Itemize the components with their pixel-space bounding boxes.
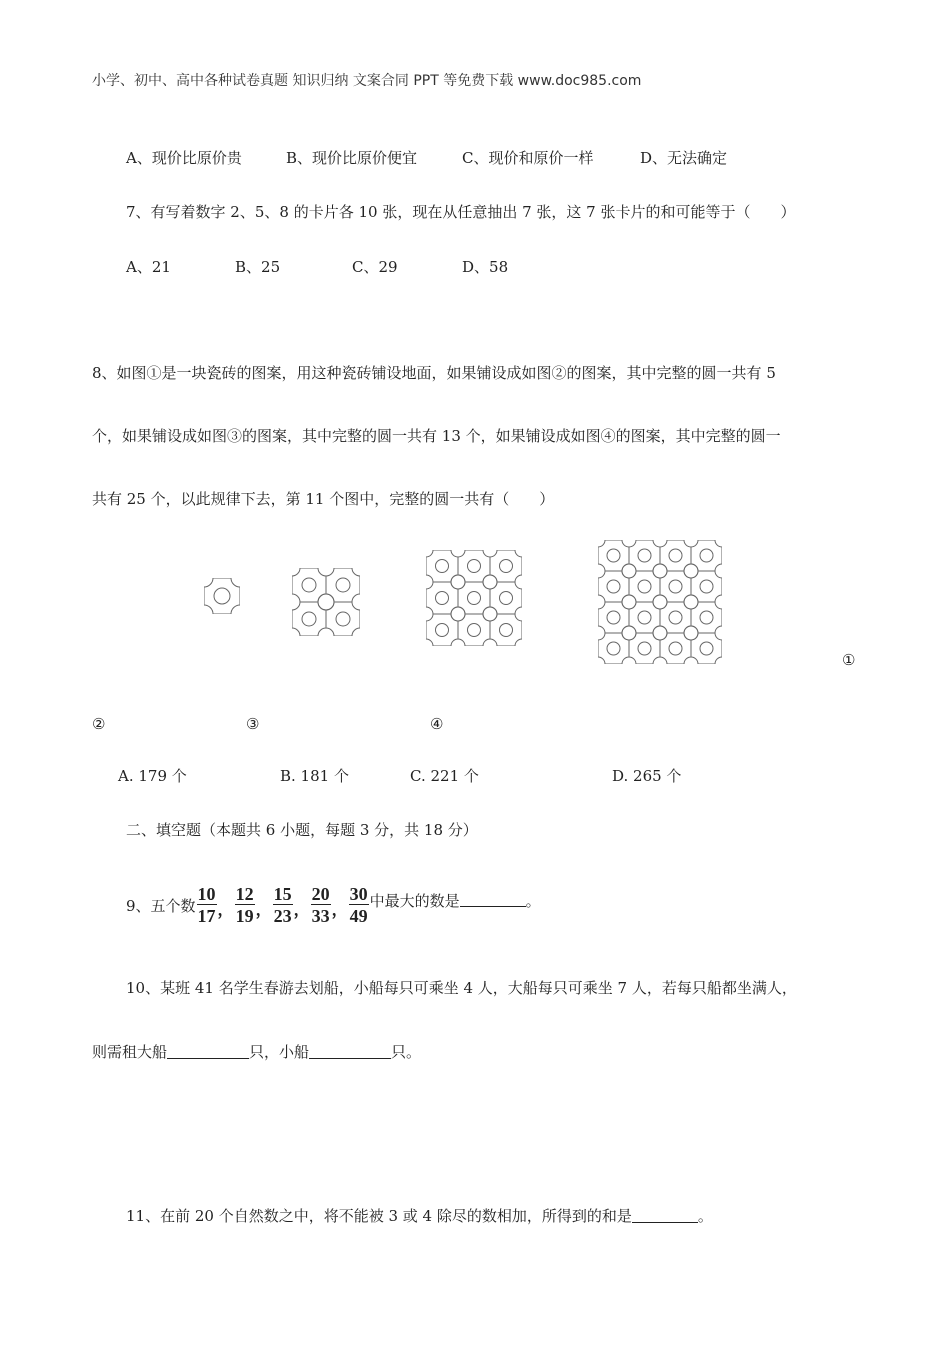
q11-answer-blank[interactable] <box>632 1206 698 1223</box>
q10-big-boat-blank[interactable] <box>167 1042 249 1059</box>
page-header: 小学、初中、高中各种试卷真题 知识归纳 文案合同 PPT 等免费下载 www.doc985.com <box>92 73 642 89</box>
q6-option-c: C、现价和原价一样 <box>462 149 594 167</box>
q10-line-1: 10、某班 41 名学生春游去划船，小船每只可乘坐 4 人，大船每只可乘坐 7 人，若每只船都坐满人， <box>126 979 797 997</box>
tile-figure-1 <box>204 578 240 614</box>
q8-option-c: C. 221 个 <box>410 767 479 785</box>
q9-fraction-2: $\frac{12}{19}$ <box>235 884 254 926</box>
q10-part-b: 只，小船 <box>249 1043 310 1061</box>
figure-label-3: ③ <box>246 715 260 733</box>
q9-fraction-3: $\frac{15}{23}$ <box>273 884 292 926</box>
q9-separator: ， <box>293 900 310 919</box>
q8-option-d: D. 265 个 <box>612 767 682 785</box>
q9-separator: ， <box>331 900 348 919</box>
q9-separator: ， <box>255 900 272 919</box>
q9-separator: ， <box>217 900 234 919</box>
tile-figure-4 <box>598 540 722 664</box>
q8-option-b: B. 181 个 <box>280 767 349 785</box>
figure-label-4: ④ <box>430 715 444 733</box>
q7-option-a: A、21 <box>126 258 171 276</box>
q9-fraction-5: $\frac{30}{49}$ <box>349 884 368 926</box>
q9-fraction-4: $\frac{20}{33}$ <box>311 884 330 926</box>
q10-small-boat-blank[interactable] <box>309 1042 391 1059</box>
q10-part-c: 只。 <box>391 1043 422 1061</box>
q6-option-d: D、无法确定 <box>640 149 728 167</box>
q11-text: 11、在前 20 个自然数之中，将不能被 3 或 4 除尽的数相加，所得到的和是 <box>126 1207 632 1225</box>
q9-suffix: 中最大的数是 <box>369 892 460 910</box>
q7-option-c: C、29 <box>352 258 398 276</box>
q9-end: 。 <box>525 892 541 910</box>
q9-answer-blank[interactable] <box>460 890 526 907</box>
q10-line-2 <box>92 1042 421 1062</box>
q9-prefix: 9、五个数 <box>126 897 196 915</box>
q7-option-b: B、25 <box>235 258 281 276</box>
q10-part-a: 则需租大船 <box>92 1043 168 1061</box>
q9-question <box>126 884 541 927</box>
q11-end: 。 <box>697 1207 713 1225</box>
q8-line-2: 个，如果铺设成如图③的图案，其中完整的圆一共有 13 个，如果铺设成如图④的图案，其中完整的圆一 <box>92 427 781 445</box>
q7-option-d: D、58 <box>462 258 509 276</box>
tile-figure-3 <box>426 550 522 646</box>
figure-label-1: ① <box>842 651 856 669</box>
q6-option-b: B、现价比原价便宜 <box>286 149 418 167</box>
q7-question: 7、有写着数字 2、5、8 的卡片各 10 张，现在从任意抽出 7 张，这 7 张卡片的和可能等于（ ） <box>126 203 796 221</box>
section-2-title: 二、填空题（本题共 6 小题，每题 3 分，共 18 分） <box>126 821 478 839</box>
q8-line-1: 8、如图①是一块瓷砖的图案，用这种瓷砖铺设地面，如果铺设成如图②的图案，其中完整的圆一共有 5 <box>92 364 776 382</box>
q11-question <box>126 1206 713 1226</box>
q6-option-a: A、现价比原价贵 <box>126 149 242 167</box>
q8-option-a: A. 179 个 <box>118 767 187 785</box>
tile-figure-2 <box>292 568 360 636</box>
q9-fraction-1: $\frac{10}{17}$ <box>197 884 216 926</box>
figure-label-2: ② <box>92 715 106 733</box>
q8-line-3: 共有 25 个，以此规律下去，第 11 个图中，完整的圆一共有（ ） <box>92 490 555 508</box>
